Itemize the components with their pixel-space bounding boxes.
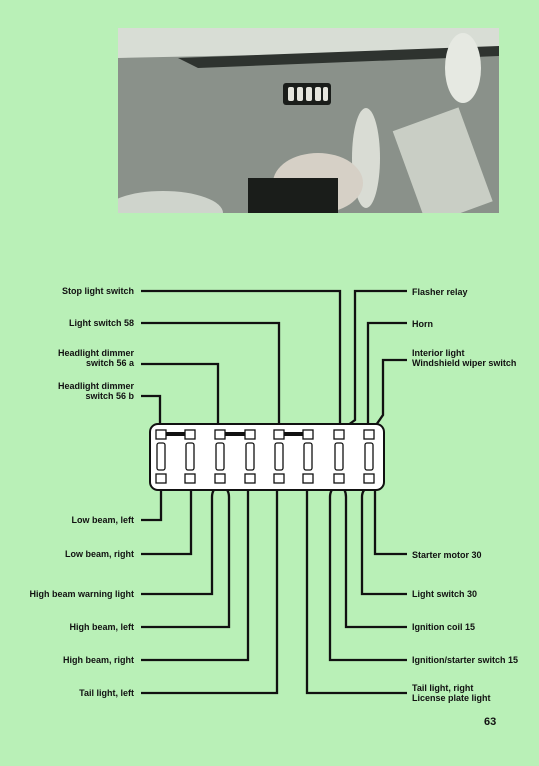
- label-headlight-dimmer-56b: Headlight dimmer switch 56 b: [57, 381, 134, 401]
- label-high-beam-warning: High beam warning light: [29, 589, 134, 599]
- wire-interior-light: [374, 360, 407, 428]
- wire-ignition-starter: [330, 486, 407, 660]
- wire-ignition-coil: [340, 486, 407, 627]
- label-light-switch-30: Light switch 30: [412, 589, 478, 599]
- wire-stop-light: [141, 291, 340, 424]
- label-light-switch-58: Light switch 58: [68, 318, 134, 328]
- wire-high-beam-warning: [141, 486, 219, 594]
- label-starter-motor-30: Starter motor 30: [412, 550, 482, 560]
- wire-starter-motor: [375, 486, 407, 554]
- label-high-beam-right: High beam, right: [62, 655, 134, 665]
- wire-high-beam-right: [141, 486, 248, 660]
- page-number: 63: [484, 716, 497, 728]
- label-interior-light: Interior light Windshield wiper switch: [412, 348, 517, 368]
- label-flasher-relay: Flasher relay: [412, 287, 468, 297]
- label-high-beam-left: High beam, left: [69, 622, 134, 632]
- label-low-beam-right: Low beam, right: [64, 549, 134, 559]
- label-horn: Horn: [412, 319, 433, 329]
- wire-light-switch-58: [141, 323, 279, 428]
- wire-low-beam-left: [141, 486, 161, 520]
- fuse-box: [150, 424, 384, 490]
- label-ignition-coil-15: Ignition coil 15: [412, 622, 476, 632]
- label-headlight-dimmer-56a: Headlight dimmer switch 56 a: [57, 348, 134, 368]
- wire-light-switch-30: [362, 486, 407, 594]
- wire-tail-right: [307, 486, 407, 693]
- wire-horn: [368, 323, 407, 428]
- wire-high-beam-left: [141, 486, 229, 627]
- label-tail-light-left: Tail light, left: [79, 688, 134, 698]
- label-low-beam-left: Low beam, left: [71, 515, 134, 525]
- label-stop-light-switch: Stop light switch: [62, 286, 134, 296]
- label-ignition-starter-15: Ignition/starter switch 15: [412, 655, 519, 665]
- label-tail-light-right: Tail light, right License plate light: [412, 683, 491, 703]
